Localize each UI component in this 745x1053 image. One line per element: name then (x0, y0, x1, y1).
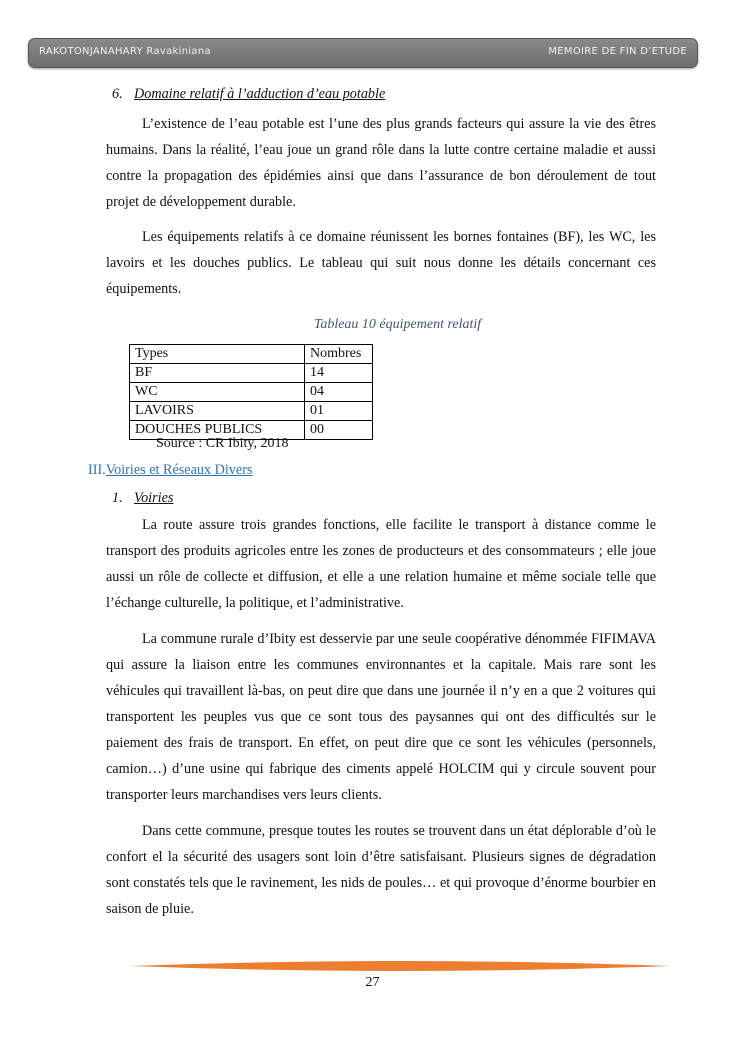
table-cell: 00 (305, 421, 373, 440)
section-III-number: III. (88, 462, 106, 478)
paragraph: Dans cette commune, presque toutes les routes se trouvent dans un état déplorable d’où le confort el la sécurité des usagers sont loin d’être satisfaisant. Plusieurs signes de dégradation sont constatés tels que le ravinement, les nids de poules… et qui provoque d’énorme bourbier en saison de pluie. (106, 823, 656, 917)
table-cell: 14 (305, 364, 373, 383)
section-1-body-2 (106, 626, 656, 808)
table-row (130, 383, 373, 402)
table-header-cell: Types (130, 345, 305, 364)
section-1-body-3 (106, 818, 656, 922)
table-header-row (130, 345, 373, 364)
paragraph: La route assure trois grandes fonctions, elle facilite le transport à distance comme le transport des produits agricoles entre les zones de producteurs et des consommateurs ; elle joue aussi un rôle de collecte et diffusion, et elle a une relation humaine et même sociale telle que l’échange culturelle, la politique, et l’administrative. (106, 517, 656, 611)
footer-decoration (130, 958, 670, 974)
table-cell: 04 (305, 383, 373, 402)
section-1-heading (112, 490, 173, 507)
section-1-title: Voiries (134, 490, 174, 506)
paragraph: Les équipements relatifs à ce domaine réunissent les bornes fontaines (BF), les WC, les lavoirs et les douches publics. Le tableau qui suit nous donne les détails concernant ces équipements. (106, 229, 656, 297)
header-doc-title: MEMOIRE DE FIN D’ETUDE (548, 46, 687, 57)
page-number: 27 (365, 975, 380, 990)
table-cell: WC (130, 383, 305, 402)
table-header-cell: Nombres (305, 345, 373, 364)
table-cell: BF (130, 364, 305, 383)
table-cell: LAVOIRS (130, 402, 305, 421)
section-6-body-2 (106, 224, 656, 302)
equipment-table (129, 344, 373, 440)
section-6-body (106, 111, 656, 215)
section-1-number: 1. (112, 490, 123, 506)
table-row (130, 364, 373, 383)
table-cell: 01 (305, 402, 373, 421)
paragraph: La commune rurale d’Ibity est desservie par une seule coopérative dénommée FIFIMAVA qui assure la liaison entre les communes environnantes et la capitale. Mais rare sont les véhicules qui travaillent là-bas, on peut dire que dans une journée il n’y en a que 2 voitures qui transportent les peuples vus que ce sont tous des paysannes qui ont des difficultés sur le paiement des frais de transport. En effet, on peut dire que ce sont les véhicules (personnels, camion…) d’une usine qui fabrique des ciments appelé HOLCIM qui y circule souvent pour transporter leurs marchandises vers leurs clients. (106, 631, 656, 803)
section-III-title: Voiries et Réseaux Divers (105, 462, 253, 478)
section-6-heading (112, 86, 385, 103)
table-caption: Tableau 10 équipement relatif (313, 317, 482, 332)
section-III-heading (88, 462, 252, 479)
table-cell: DOUCHES PUBLICS (130, 421, 305, 440)
table-source: Source : CR Ibity, 2018 (156, 436, 289, 451)
paragraph: L’existence de l’eau potable est l’une des plus grands facteurs qui assure la vie des êtres humains. Dans la réalité, l’eau joue un grand rôle dans la lutte contre certaine maladie et aussi contre la propagation des épidémies ainsi que dans l’assurance de bon déroulement de tout projet de développement durable. (106, 116, 656, 210)
section-6-number: 6. (112, 86, 123, 102)
section-1-body-1 (106, 512, 656, 616)
table-row (130, 402, 373, 421)
header-author: RAKOTONJANAHARY Ravakiniana (39, 46, 211, 57)
page-header (28, 38, 698, 68)
section-6-title: Domaine relatif à l’adduction d’eau potable (134, 86, 386, 102)
